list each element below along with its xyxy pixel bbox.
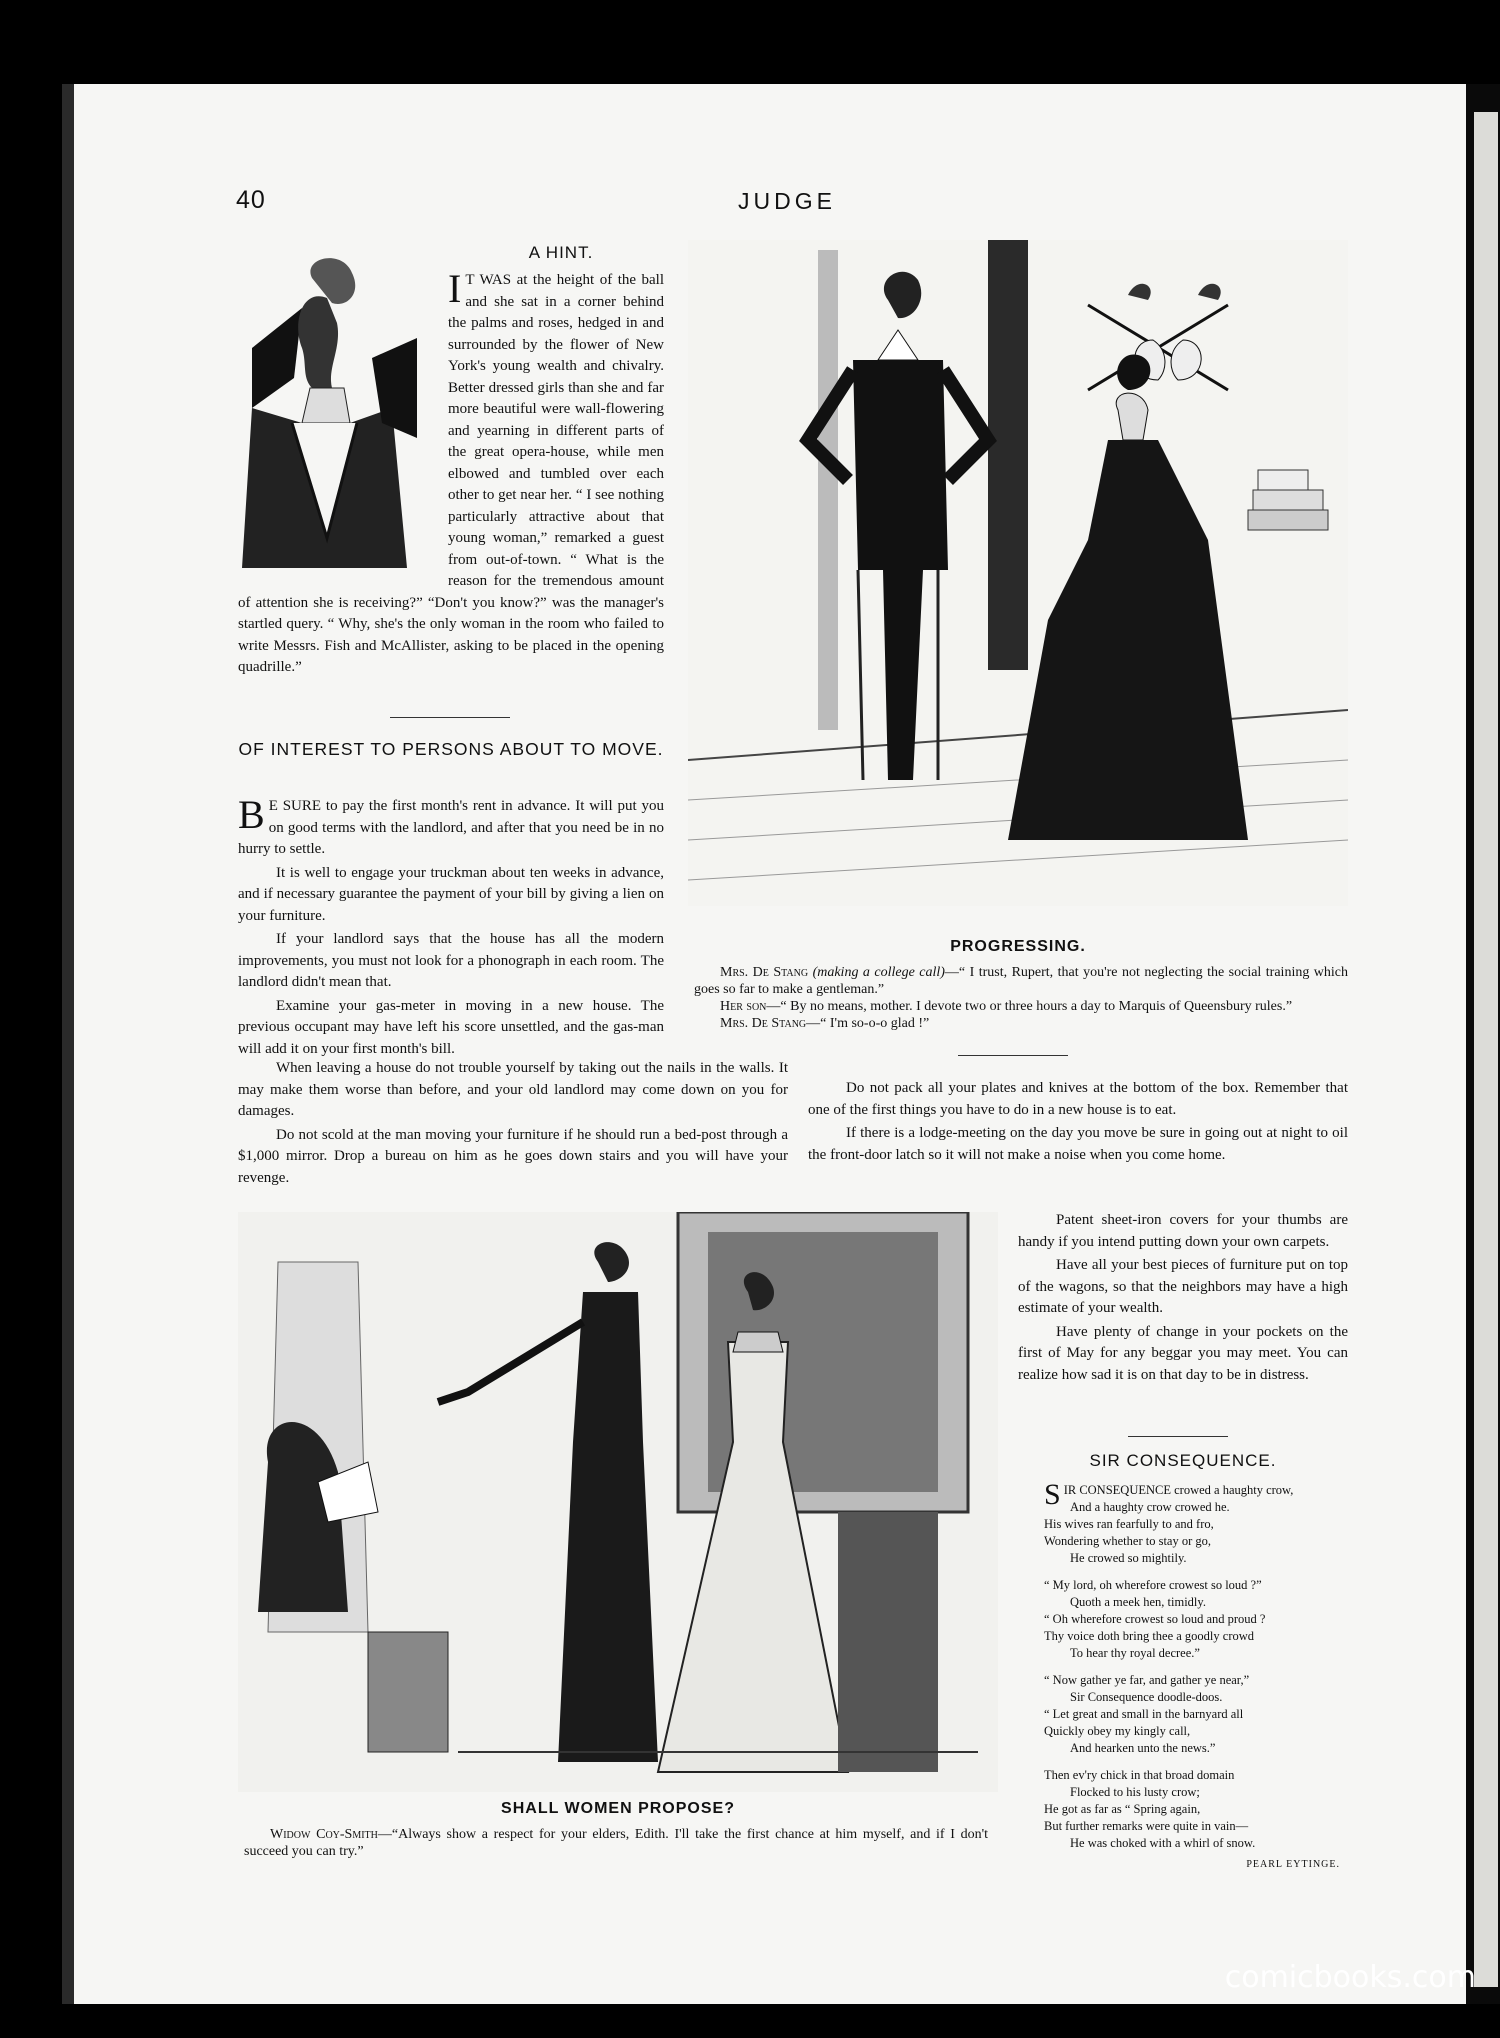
move-p1: to pay the first month's rent in advance. It will put you on good terms with the landlord, and after that you need be in no hurry to settle. (238, 798, 664, 857)
move-title: OF INTEREST TO PERSONS ABOUT TO MOVE. (238, 739, 664, 759)
poem-author: PEARL EYTINGE. (1246, 1859, 1340, 1870)
masthead: JUDGE (738, 188, 836, 214)
caption-speaker: Mrs. De Stang (720, 1016, 807, 1031)
move-article-col2 (808, 1078, 1348, 1168)
move-p3: If your landlord says that the house has all the modern improvements, you must not look for a phonograph in each room. The landlord didn't mean that. (238, 931, 664, 990)
progressing-title: PROGRESSING. (950, 938, 1086, 955)
poem-line: IR CONSEQUENCE crowed a haughty crow, (1063, 1483, 1294, 1497)
move-p7: Do not pack all your plates and knives at the bottom of the box. Remember that one of the first things you have to do in a new house is to eat. (808, 1080, 1348, 1118)
poem-line: Quickly obey my kingly call, (1044, 1724, 1191, 1738)
caption-speaker: Her son (720, 999, 767, 1014)
move-p6: Do not scold at the man moving your furniture if he should run a bed-post through a $1,000 mirror. Drop a bureau on him as he goes down stairs and you will have your revenge. (238, 1126, 788, 1186)
caption-speaker: Mrs. De Stang (720, 965, 809, 980)
poem-line: “ Now gather ye far, and gather ye near,” (1044, 1673, 1250, 1687)
move-p2: It is well to engage your truckman about ten weeks in advance, and if necessary guarantee the payment of your bill by giving a lien on your furniture. (238, 864, 664, 924)
poem-line: And hearken unto the news.” (1070, 1741, 1216, 1755)
poem-line: He got as far as “ Spring again, (1044, 1802, 1201, 1816)
caption-line: —“Always show a respect for your elders, Edith. I'll take the first chance at him myself, and if I don't succeed you can try.” (244, 1827, 988, 1859)
hint-title: A HINT. (528, 243, 594, 262)
move-p4: Examine your gas-meter in moving in a new house. The previous occupant may have left his score unsettled, and the gas-man will add it on your first month's bill. (238, 997, 664, 1057)
move-article-col3 (1018, 1210, 1348, 1388)
caption-line: —“ I trust, Rupert, that you're not neglecting the social training which goes so far to make a gentleman.” (694, 965, 1349, 997)
hint-article (238, 266, 664, 681)
watermark: comicbooks.com (1224, 1960, 1476, 1995)
poem-dropcap: S (1044, 1478, 1061, 1511)
poem-line: “ Oh wherefore crowest so loud and proud ? (1044, 1612, 1266, 1626)
next-page-strip (1474, 112, 1498, 1987)
poem-line: Thy voice doth bring thee a goodly crowd (1044, 1629, 1255, 1643)
move-article-wide (238, 1058, 788, 1191)
caption-speaker: Widow Coy-Smith (270, 1827, 378, 1842)
progressing-illustration (688, 240, 1348, 906)
poem-line: Flocked to his lusty crow; (1070, 1785, 1200, 1799)
poem-line: And a haughty crow crowed he. (1070, 1500, 1230, 1514)
hint-float-spacer (238, 270, 448, 590)
hint-dropcap: I (448, 266, 462, 311)
poem-stanza-4 (1044, 1767, 1354, 1852)
move-article-col1 (238, 792, 664, 1062)
poem-stanza-3 (1044, 1672, 1354, 1757)
caption-line: —“ By no means, mother. I devote two or three hours a day to Marquis of Queensbury rules.” (766, 999, 1293, 1014)
poem-line: Wondering whether to stay or go, (1044, 1534, 1212, 1548)
move-p11: Have plenty of change in your pockets on the first of May for any beggar you may meet. You can realize how sad it is on that day to be in distress. (1018, 1323, 1348, 1383)
poem-line: “ My lord, oh wherefore crowest so loud ?” (1044, 1578, 1262, 1592)
poem-line: “ Let great and small in the barnyard all (1044, 1707, 1244, 1721)
poem-line: To hear thy royal decree.” (1070, 1646, 1200, 1660)
page-number: 40 (236, 186, 266, 214)
move-p10: Have all your best pieces of furniture put on top of the wagons, so that the neighbors may have a high estimate of your wealth. (1018, 1257, 1348, 1316)
poem-line: His wives ran fearfully to and fro, (1044, 1517, 1214, 1531)
poem-line: He crowed so mightily. (1070, 1551, 1187, 1565)
poem-body (1044, 1478, 1354, 1873)
move-dropcap: B (238, 792, 265, 837)
divider (1128, 1436, 1228, 1437)
poem-line: Sir Consequence doodle-doos. (1070, 1690, 1223, 1704)
poem-line: But further remarks were quite in vain— (1044, 1819, 1249, 1833)
caption-line: —“ I'm so-o-o glad !” (806, 1016, 930, 1031)
move-lead: E SURE (268, 798, 322, 814)
caption-stage-direction: (making a college call) (812, 965, 945, 980)
move-p8: If there is a lodge-meeting on the day you move be sure in going out at night to oil the front-door latch so it will not make a noise when you come home. (808, 1125, 1348, 1163)
poem-line: Quoth a meek hen, timidly. (1070, 1595, 1206, 1609)
poem-line: Then ev'ry chick in that broad domain (1044, 1768, 1235, 1782)
move-p5: When leaving a house do not trouble yourself by taking out the nails in the walls. It may make them worse than before, and your old landlord may come down on you for damages. (238, 1060, 788, 1119)
propose-title: SHALL WOMEN PROPOSE? (501, 1800, 735, 1817)
divider (390, 717, 510, 718)
move-p9: Patent sheet-iron covers for your thumbs are handy if you intend putting down your own carpets. (1018, 1212, 1348, 1250)
propose-illustration (238, 1212, 998, 1792)
poem-stanza-2 (1044, 1577, 1354, 1662)
propose-caption (244, 1826, 988, 1860)
poem-line: He was choked with a whirl of snow. (1070, 1836, 1256, 1850)
hint-text: T WAS at the height of the ball and she sat in a corner behind the palms and roses, hedged in and surrounded by the flower of New York's young wealth and chivalry. Better dressed girls than she and far more beautiful were wall-flowering and yearning in different parts of the great opera-house, while men elbowed and tumbled over each other to get near her. “ I see nothing particularly attractive about that young woman,” remarked a guest from out-of-town. “ What is the reason for the tremendous amount of attention she is receiving?” “Don't you know?” was the manager's startled query. “ Why, she's the only woman in the room who failed to write Messrs. Fish and McAllister, asking to be placed in the opening quadrille.” (238, 272, 664, 675)
progressing-caption (694, 964, 1348, 1032)
poem-stanza-1 (1044, 1478, 1354, 1567)
poem-title: SIR CONSEQUENCE. (1089, 1451, 1277, 1470)
divider (958, 1055, 1068, 1056)
